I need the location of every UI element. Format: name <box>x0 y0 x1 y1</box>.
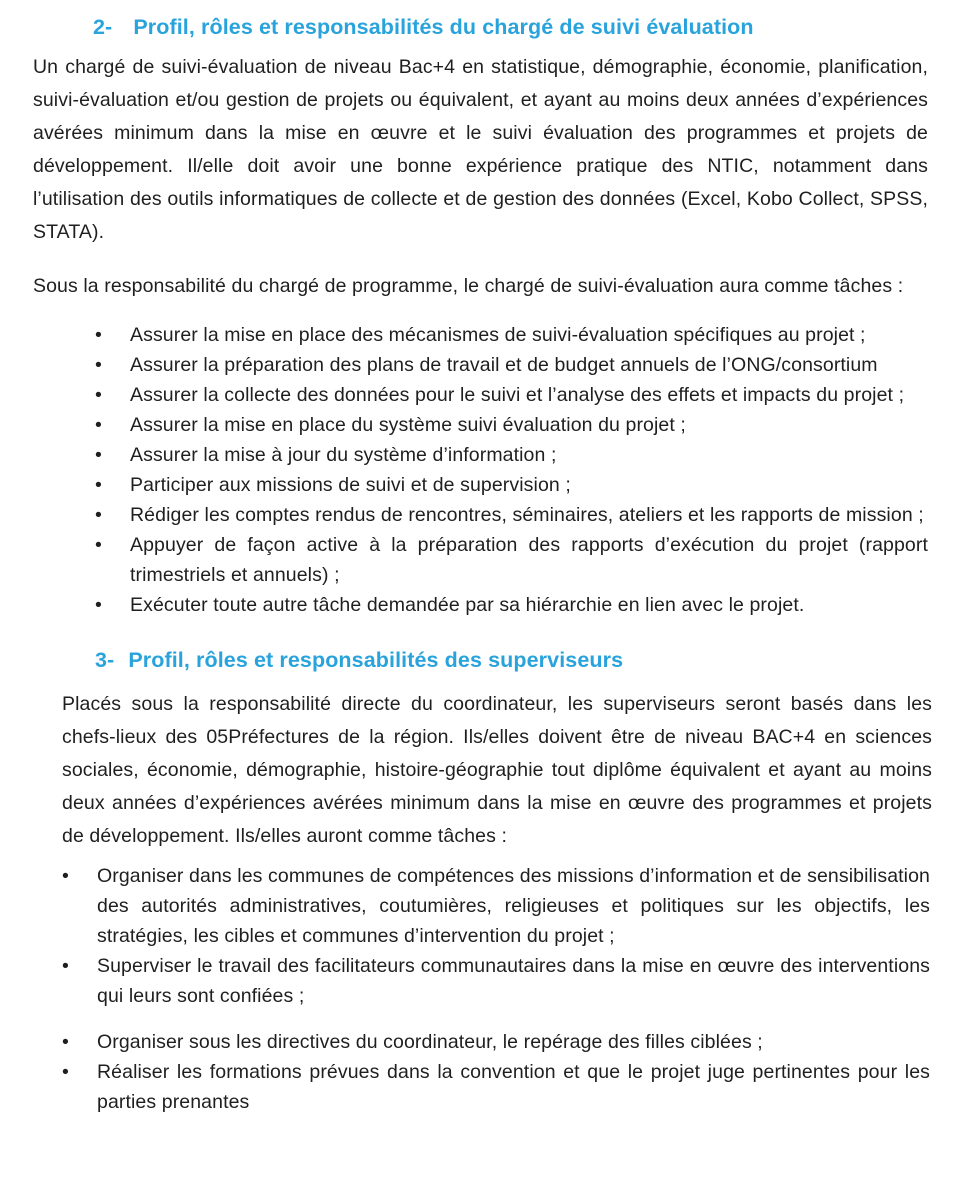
task-item <box>95 350 928 380</box>
section-2-paragraph-profile: Un chargé de suivi-évaluation de niveau Bac+4 en statistique, démographie, économie, planification, suivi-évaluation et/ou gestion de projets ou équivalent, et ayant au moins deux années d’expériences avérées minimum dans la mise en œuvre et le suivi évaluation des programmes et projets de développement. Il/elle doit avoir une bonne expérience pratique des NTIC, notamment dans l’utilisation des outils informatiques de collecte et de gestion des données (Excel, Kobo Collect, SPSS, STATA). <box>33 56 928 243</box>
section-3-task-list-second <box>0 1027 960 1117</box>
task-item-text: Superviser le travail des facilitateurs communautaires dans la mise en œuvre des interventions qui leurs sont confiées ; <box>97 955 930 1007</box>
task-item-text: Rédiger les comptes rendus de rencontres, séminaires, ateliers et les rapports de mission ; <box>130 504 924 526</box>
section-2-heading <box>93 13 930 41</box>
section-2-number: 2- <box>93 15 113 39</box>
bullet-icon: • <box>62 955 69 977</box>
section-3-task-list-first <box>0 861 960 1011</box>
task-item-text: Assurer la mise en place des mécanismes de suivi-évaluation spécifiques au projet ; <box>130 324 866 346</box>
bullet-icon: • <box>95 534 102 556</box>
bullet-icon: • <box>62 1031 69 1053</box>
bullet-icon: • <box>95 384 102 406</box>
task-item-text: Assurer la mise en place du système suivi évaluation du projet ; <box>130 414 686 436</box>
task-item <box>95 590 928 620</box>
task-item-text: Appuyer de façon active à la préparation des rapports d’exécution du projet (rapport trimestriels et annuels) ; <box>130 534 928 586</box>
task-item <box>95 380 928 410</box>
task-item <box>95 320 928 350</box>
task-item <box>62 951 930 1011</box>
section-3-paragraph-profile: Placés sous la responsabilité directe du coordinateur, les superviseurs seront basés dans les chefs-lieux des 05Préfectures de la région. Ils/elles doivent être de niveau BAC+4 en sciences sociales, économie, démographie, histoire-géographie tout diplôme équivalent et ayant au moins deux années d’expériences avérées minimum dans la mise en œuvre des programmes et projets de développement. Ils/elles auront comme tâches : <box>62 693 932 847</box>
task-item-text: Réaliser les formations prévues dans la convention et que le projet juge pertinentes pour les parties prenantes <box>97 1061 930 1113</box>
bullet-icon: • <box>62 865 69 887</box>
section-3-number: 3- <box>95 648 115 672</box>
section-2-paragraph-intro-tasks: Sous la responsabilité du chargé de programme, le chargé de suivi-évaluation aura comme tâches : <box>33 275 904 297</box>
task-item <box>62 1027 930 1057</box>
task-item <box>62 861 930 951</box>
task-item-text: Participer aux missions de suivi et de supervision ; <box>130 474 571 496</box>
task-item <box>95 500 928 530</box>
bullet-icon: • <box>95 474 102 496</box>
document-page <box>0 13 960 1190</box>
bullet-icon: • <box>95 324 102 346</box>
bullet-icon: • <box>62 1061 69 1083</box>
task-item-text: Organiser dans les communes de compétences des missions d’information et de sensibilisation des autorités administratives, coutumières, religieuses et politiques sur les objectifs, les stratégies, les cibles et communes d’intervention du projet ; <box>97 865 930 947</box>
bullet-icon: • <box>95 414 102 436</box>
bullet-icon: • <box>95 444 102 466</box>
task-item-text: Exécuter toute autre tâche demandée par sa hiérarchie en lien avec le projet. <box>130 594 805 616</box>
section-3-heading <box>95 646 930 674</box>
bullet-icon: • <box>95 504 102 526</box>
task-item <box>95 530 928 590</box>
task-item <box>95 410 928 440</box>
task-item-text: Assurer la préparation des plans de travail et de budget annuels de l’ONG/consortium <box>130 354 878 376</box>
task-item <box>95 470 928 500</box>
section-2-task-list <box>0 320 960 620</box>
task-item-text: Assurer la mise à jour du système d’information ; <box>130 444 557 466</box>
task-item-text: Assurer la collecte des données pour le suivi et l’analyse des effets et impacts du projet ; <box>130 384 905 406</box>
section-2-title: Profil, rôles et responsabilités du chargé de suivi évaluation <box>133 15 754 39</box>
bullet-icon: • <box>95 354 102 376</box>
task-item <box>62 1057 930 1117</box>
task-item-text: Organiser sous les directives du coordinateur, le repérage des filles ciblées ; <box>97 1031 763 1053</box>
bullet-icon: • <box>95 594 102 616</box>
section-3-title: Profil, rôles et responsabilités des superviseurs <box>128 648 624 672</box>
task-item <box>95 440 928 470</box>
